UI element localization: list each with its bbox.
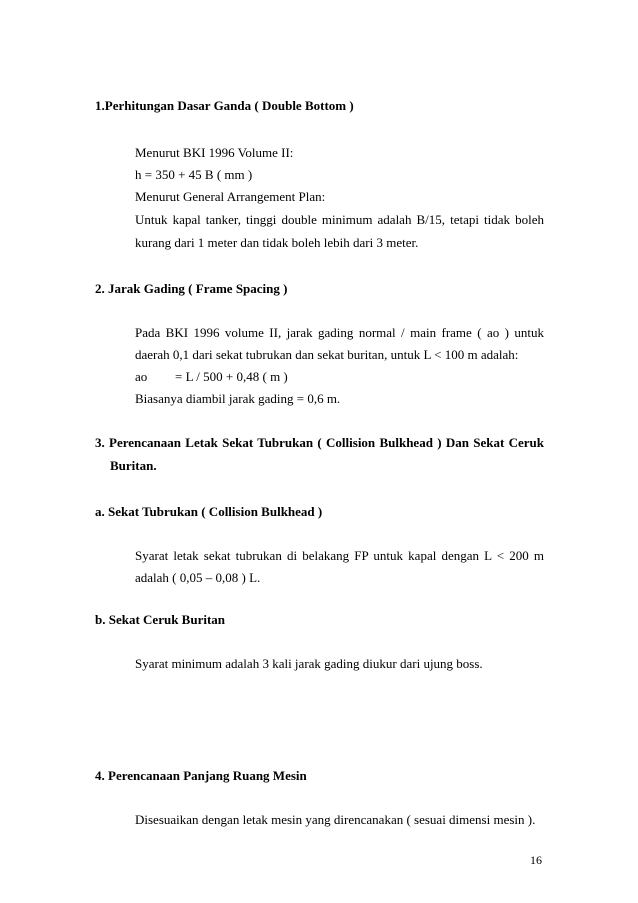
section-4-heading: 4. Perencanaan Panjang Ruang Mesin	[95, 768, 307, 783]
section-1-line: kurang dari 1 meter dan tidak boleh lebih dari 3 meter.	[135, 235, 419, 250]
section-3a-heading: a. Sekat Tubrukan ( Collision Bulkhead )	[95, 504, 323, 519]
formula-expression: = L / 500 + 0,48 ( m )	[175, 369, 288, 384]
section-3-heading-line-2: Buritan.	[110, 458, 157, 473]
page-number: 16	[530, 853, 542, 867]
section-1-heading: 1.Perhitungan Dasar Ganda ( Double Bottom )	[95, 98, 354, 113]
section-2-heading: 2. Jarak Gading ( Frame Spacing )	[95, 281, 288, 296]
section-3a-line: Syarat letak sekat tubrukan di belakang FP untuk kapal dengan L < 200 m	[135, 548, 544, 563]
section-4-line: Disesuaikan dengan letak mesin yang direncanakan ( sesuai dimensi mesin ).	[135, 812, 536, 827]
section-3b-line: Syarat minimum adalah 3 kali jarak gading diukur dari ujung boss.	[135, 656, 483, 671]
section-2-line: Biasanya diambil jarak gading = 0,6 m.	[135, 391, 341, 406]
section-3a-line: adalah ( 0,05 – 0,08 ) L.	[135, 570, 261, 585]
formula-symbol: ao	[135, 369, 148, 384]
section-2-line: daerah 0,1 dari sekat tubrukan dan sekat buritan, untuk L < 100 m adalah:	[135, 347, 519, 362]
formula-row	[135, 369, 288, 385]
section-2-line: Pada BKI 1996 volume II, jarak gading normal / main frame ( ao ) untuk	[135, 325, 544, 340]
section-1-line: Menurut General Arrangement Plan:	[135, 189, 326, 204]
section-3b-heading: b. Sekat Ceruk Buritan	[95, 612, 226, 627]
section-1-line: Menurut BKI 1996 Volume II:	[135, 145, 294, 160]
section-1-line: Untuk kapal tanker, tinggi double minimum adalah B/15, tetapi tidak boleh	[135, 212, 544, 227]
section-3-heading-line-1: 3. Perencanaan Letak Sekat Tubrukan ( Collision Bulkhead ) Dan Sekat Ceruk	[95, 435, 544, 450]
section-1-line: h = 350 + 45 B ( mm )	[135, 167, 253, 182]
